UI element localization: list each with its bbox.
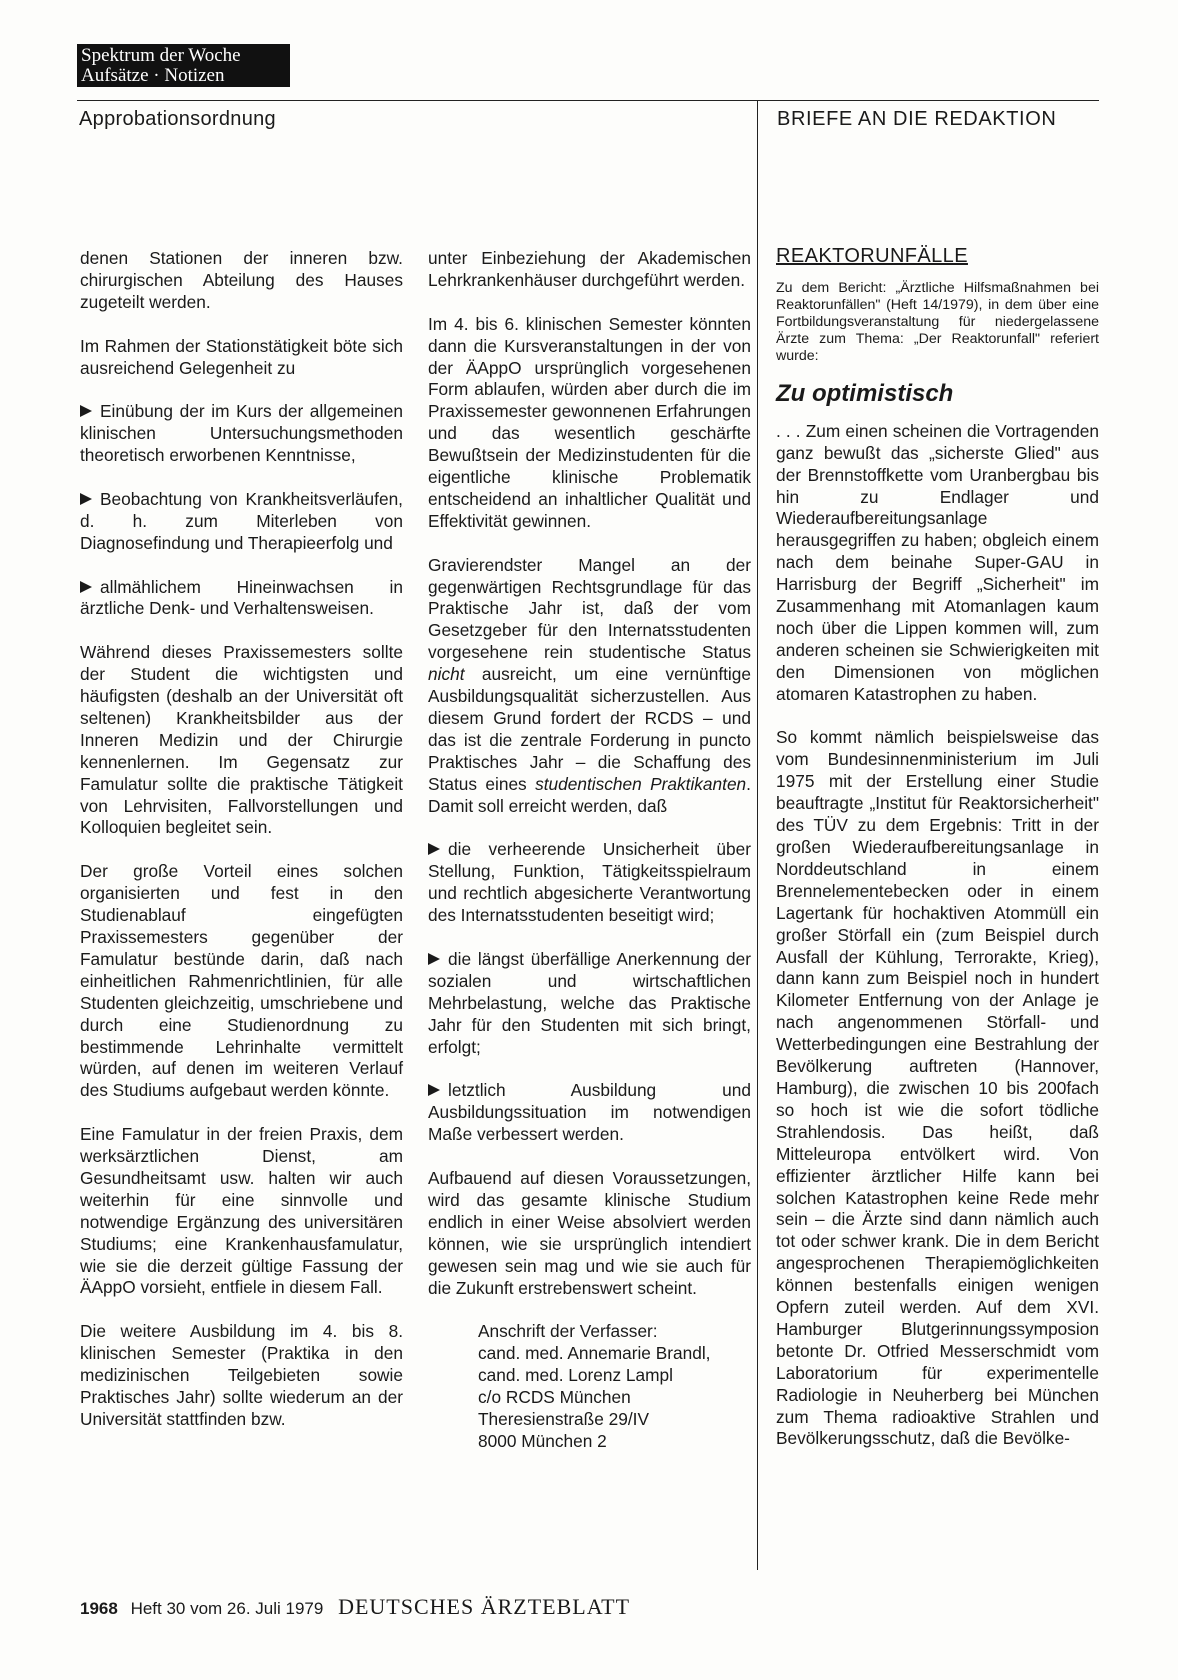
section-title-left: Approbationsordnung	[79, 108, 276, 130]
bullet-item: Beobachtung von Krankheitsverläufen, d. h. zum Miterleben von Diagnosefindung und Therapieerfolg und	[80, 488, 403, 553]
address-line: cand. med. Lorenz Lampl	[478, 1365, 674, 1386]
paragraph: Der große Vorteil eines solchen organisierten und fest in den Studienablauf eingefügten Praxissemesters gegenüber der Famulatur bestünde darin, daß nach einheitlichen Rahmenrichtlinien, für alle Studenten gleichzeitig, umschriebene und durch eine Studienordnung zu bestimmende Lehrinhalte vermittelt würden, auf denen im weiteren Verlauf des Studiums aufgebaut werden könnte.	[80, 861, 403, 1101]
letter-headline: Zu optimistisch	[776, 379, 954, 407]
bullet-arrow-icon	[80, 581, 92, 593]
paragraph: Während dieses Praxissemesters sollte der Student die wichtigsten und häufigsten (deshalb an der Universität oft seltenen) Krankheitsbilder aus der Inneren Medizin und der Chirurgie kennenlernen. Im Gegensatz zur Famulatur sollte die praktische Tätigkeit von Lehrvisiten, Fallvorstellungen und Kolloquien begleitet sein.	[80, 642, 403, 838]
bullet-arrow-icon	[428, 1084, 440, 1096]
address-line: Theresienstraße 29/IV	[478, 1408, 649, 1429]
address-line: 8000 München 2	[478, 1430, 607, 1451]
column-3	[776, 245, 1099, 1472]
masthead-line1: Spektrum der Woche	[81, 45, 241, 66]
column-divider	[757, 100, 758, 1570]
bullet-item: Einübung der im Kurs der allgemeinen klinischen Untersuchungsmethoden theoretisch erworbenen Kenntnisse,	[80, 401, 403, 466]
page-footer	[80, 1594, 630, 1620]
paragraph: Die weitere Ausbildung im 4. bis 8. klinischen Semester (Praktika in den medizinischen Teilgebieten sowie Praktisches Jahr) sollte wiederum an der Universität stattfinden bzw.	[80, 1321, 403, 1429]
paragraph: So kommt nämlich beispielsweise das vom Bundesinnenministerium im Juli 1975 mit der Erstellung einer Studie beauftragte „Institut für Reaktorsicherheit" des TÜV zu dem Ergebnis: Tritt in der großen Wiederaufbereitungsanlage in Norddeutschland in einem Brennelementebecken oder in einem Lagertank für hochaktiven Atommüll ein großer Störfall ein (zum Beispiel durch Ausfall der Kühlung, Terrorakte, Krieg), dann kann zum Beispiel noch in hundert Kilometer Entfernung von der Anlage je nach angenommenen Störfall- und Wetterbedingungen eine Bestrahlung der Bevölkerung auftreten (Hannover, Hamburg), die zwischen 10 bis 200fach so hoch ist wie die sofort tödliche Strahlendosis. Das heißt, daß Mitteleuropa entvölkert wird. Von effizienter ärztlicher Hilfe kann bei solchen Katastrophen keine Rede mehr sein – die Ärzte sind dann nämlich auch tot oder schwer krank. Die in dem Bericht angesprochenen Therapiemöglichkeiten können bestenfalls einigen wenigen Opfern zuteil werden. Auf dem XVI. Hamburger Blutgerinnungssymposion betonte Dr. Otfried Messerschmidt vom Laboratorium für experimentelle Radiologie in Neuherberg bei München zum Thema radioaktive Strahlen und Bevölkerungsschutz, daß die Bevölke-	[776, 727, 1099, 1449]
issue-info: Heft 30 vom 26. Juli 1979	[130, 1599, 324, 1618]
letter-intro: Zu dem Bericht: „Ärztliche Hilfsmaßnahmen bei Reaktorunfällen" (Heft 14/1979), in dem über eine Fortbildungsveranstaltung für niedergelassene Ärzte zum Thema: „Der Reaktorunfall" referiert wurde:	[776, 279, 1099, 364]
page-number: 1968	[80, 1599, 118, 1618]
paragraph: Im Rahmen der Stationstätigkeit böte sich ausreichend Gelegenheit zu	[80, 335, 403, 378]
bullet-item: die verheerende Unsicherheit über Stellung, Funktion, Tätigkeitsspielraum und rechtlich abgesicherte Verantwortung des Internatsstudenten beseitigt wird;	[428, 839, 751, 926]
section-title-right: BRIEFE AN DIE REDAKTION	[777, 108, 1057, 130]
bullet-arrow-icon	[428, 953, 440, 965]
masthead-line2: Aufsätze · Notizen	[81, 65, 225, 86]
paragraph: Eine Famulatur in der freien Praxis, dem werksärztlichen Dienst, am Gesundheitsamt usw. halten wir auch weiterhin für eine sinnvolle und notwendige Ergänzung des universitären Studiums; eine Krankenhausfamulatur, wie sie die derzeit gültige Fassung der ÄAppO vorsieht, entfiele in diesem Fall.	[80, 1124, 403, 1298]
bullet-item: die längst überfällige Anerkennung der sozialen und wirtschaftlichen Mehrbelastung, welche das Praktische Jahr für den Studenten mit sich bringt, erfolgt;	[428, 948, 751, 1057]
bullet-item: letztlich Ausbildung und Ausbildungssituation im notwendigen Maße verbessert werden.	[428, 1080, 751, 1145]
masthead	[77, 44, 290, 87]
letter-topic: REAKTORUNFÄLLE	[776, 245, 968, 267]
top-rule	[77, 100, 1099, 101]
address-line: c/o RCDS München	[478, 1387, 631, 1408]
paragraph: unter Einbeziehung der Akademischen Lehrkrankenhäuser durchgeführt werden.	[428, 248, 751, 290]
column-1	[80, 248, 403, 1453]
bullet-arrow-icon	[80, 405, 92, 417]
paragraph: Aufbauend auf diesen Voraussetzungen, wird das gesamte klinische Studium endlich in einer Weise absolviert werden können, wie sie ursprünglich intendiert gewesen sein mag und wie sie auch für die Zukunft erstrebenswert scheint.	[428, 1167, 751, 1298]
journal-name: DEUTSCHES ÄRZTEBLATT	[338, 1594, 631, 1619]
paragraph: Gravierendster Mangel an der gegenwärtigen Rechtsgrundlage für das Praktische Jahr ist, daß der vom Gesetzgeber für den Internatsstudenten vorgesehene rein studentische Status nicht ausreicht, um eine vernünftige Ausbildungsqualität sicherzustellen. Aus diesem Grund fordert der RCDS – und das ist die zentrale Forderung in puncto Praktisches Jahr – die Schaffung des Status eines studentischen Praktikanten. Damit soll erreicht werden, daß	[428, 554, 751, 816]
author-address	[428, 1321, 751, 1452]
address-line: Anschrift der Verfasser:	[478, 1321, 658, 1342]
bullet-item: allmählichem Hineinwachsen in ärztliche Denk- und Verhaltensweisen.	[80, 576, 403, 619]
paragraph: . . . Zum einen scheinen die Vortragenden ganz bewußt das „sicherste Glied" aus der Brennstoffkette vom Uranbergbau bis hin zu Endlager und Wiederaufbereitungsanlage herausgegriffen zu haben; obgleich einem nach dem beinahe Super-GAU in Harrisburg der Begriff „Sicherheit" im Zusammenhang mit Atomanlagen kaum noch über die Lippen kommen will, zum anderen scheinen sie Schwierigkeiten mit den Dimensionen von möglichen atomaren Katastrophen zu haben.	[776, 420, 1099, 704]
paragraph: Im 4. bis 6. klinischen Semester könnten dann die Kursveranstaltungen in der von der ÄAppO ursprünglich vorgesehenen Form ablaufen, würden aber durch die im Praxissemester gewonnenen Erfahrungen und das wesentlich geschärfte Bewußtsein der Medizinstudenten für die eigentliche klinische Problematik entscheidend an inhaltlicher Qualität und Effektivität gewinnen.	[428, 313, 751, 531]
column-2	[428, 248, 751, 1453]
bullet-arrow-icon	[428, 843, 440, 855]
paragraph: denen Stationen der inneren bzw. chirurgischen Abteilung des Hauses zugeteilt werden.	[80, 248, 403, 312]
bullet-arrow-icon	[80, 493, 92, 505]
address-line: cand. med. Annemarie Brandl,	[478, 1343, 711, 1364]
